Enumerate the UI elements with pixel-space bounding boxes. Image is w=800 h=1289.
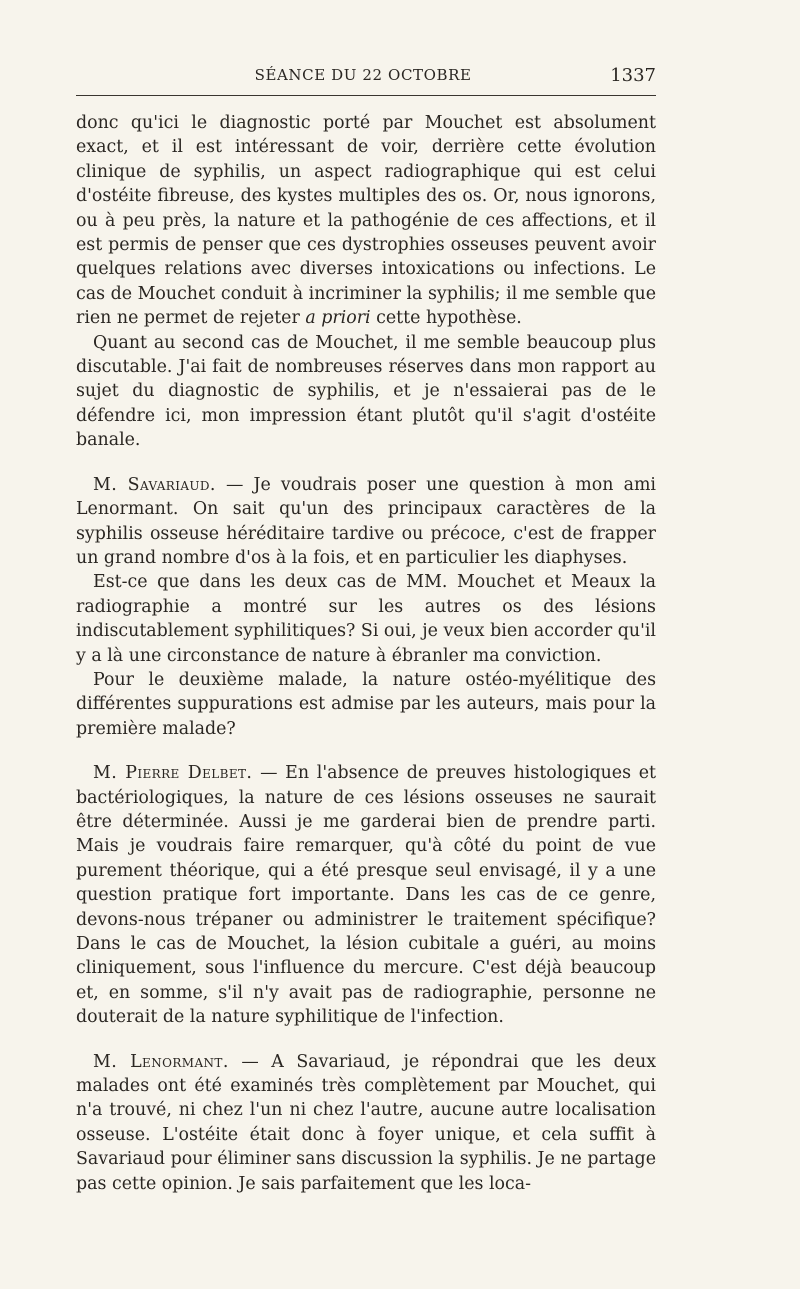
paragraph-text: cette hypothèse. xyxy=(376,308,522,329)
italic-phrase: a priori xyxy=(305,308,371,329)
paragraph-text: donc qu'ici le diagnostic porté par Mouchet est absolument exact, et il est intéressant de voir, derrière cette évolution clinique de syphilis, un aspect radiographique qui est celui d'ostéite fibreuse, des kystes multiples des os. Or, nous ignorons, ou à peu près, la nature et la pathogénie de ces affections, et il est permis de penser que ces dystrophies osseuses peuvent avoir quelques relations avec diverses intoxications ou infections. Le cas de Mouchet conduit à incriminer la syphilis; il me semble que rien ne permet de rejeter xyxy=(76,113,656,329)
running-header xyxy=(76,55,656,96)
paragraph: Pour le deuxième malade, la nature ostéo-myélitique des différentes suppurations est admise par les auteurs, mais pour la première malade? xyxy=(76,669,656,739)
page-number: 1337 xyxy=(610,64,656,86)
speech-paragraph xyxy=(76,1050,656,1196)
paragraph xyxy=(76,111,656,331)
paragraph-text: — Je voudrais poser une question à mon ami Lenormant. On sait qu'un des principaux caractères de la syphilis osseuse héréditaire tardive ou précoce, c'est de frapper un grand nombre d'os à la fois, et en particulier les diaphyses. xyxy=(76,474,656,568)
paragraph-text: — A Savariaud, je répondrai que les deux malades ont été examinés très complètement par Mouchet, qui n'a trouvé, ni chez l'un ni chez l'autre, aucune autre localisation osseuse. L'ostéite était donc à foyer unique, et cela suffit à Savariaud pour éliminer sans discussion la syphilis. Je ne partage pas cette opinion. Je sais parfaitement que les loca- xyxy=(76,1051,657,1194)
speaker-name: M. Pierre Delbet. xyxy=(93,763,253,784)
speech-paragraph xyxy=(76,761,656,1029)
paragraph: Est-ce que dans les deux cas de MM. Mouchet et Meaux la radiographie a montré sur les autres os des lésions indiscutablement syphilitiques? Si oui, je veux bien accorder qu'il y a là une circonstance de nature à ébranler ma conviction. xyxy=(76,572,656,666)
body-text xyxy=(76,111,656,1196)
speaker-name: M. Savariaud. xyxy=(93,474,216,495)
paragraph-text: — En l'absence de preuves histologiques et bactériologiques, la nature de ces lésions osseuses ne saurait être déterminée. Aussi je me garderai bien de prendre parti. Mais je voudrais faire remarquer, qu'à côté du point de vue purement théorique, qui a été presque seul envisagé, il y a une question pratique fort importante. Dans les cas de ce genre, devons-nous trépaner ou administrer le traitement spécifique? Dans le cas de Mouchet, la lésion cubitale a guéri, au moins cliniquement, sous l'influence du mercure. C'est déjà beaucoup et, en somme, s'il n'y avait pas de radiographie, personne ne douterait de la nature syphilitique de l'infection. xyxy=(76,763,656,1028)
speaker-name: M. Lenormant. xyxy=(93,1051,229,1072)
header-title: SÉANCE DU 22 OCTOBRE xyxy=(254,66,472,84)
paragraph: Quant au second cas de Mouchet, il me semble beaucoup plus discutable. J'ai fait de nombreuses réserves dans mon rapport au sujet du diagnostic de syphilis, et je n'essaierai pas de le défendre ici, mon impression étant plutôt qu'il s'agit d'ostéite banale. xyxy=(76,332,656,451)
speech-paragraph xyxy=(76,473,656,571)
